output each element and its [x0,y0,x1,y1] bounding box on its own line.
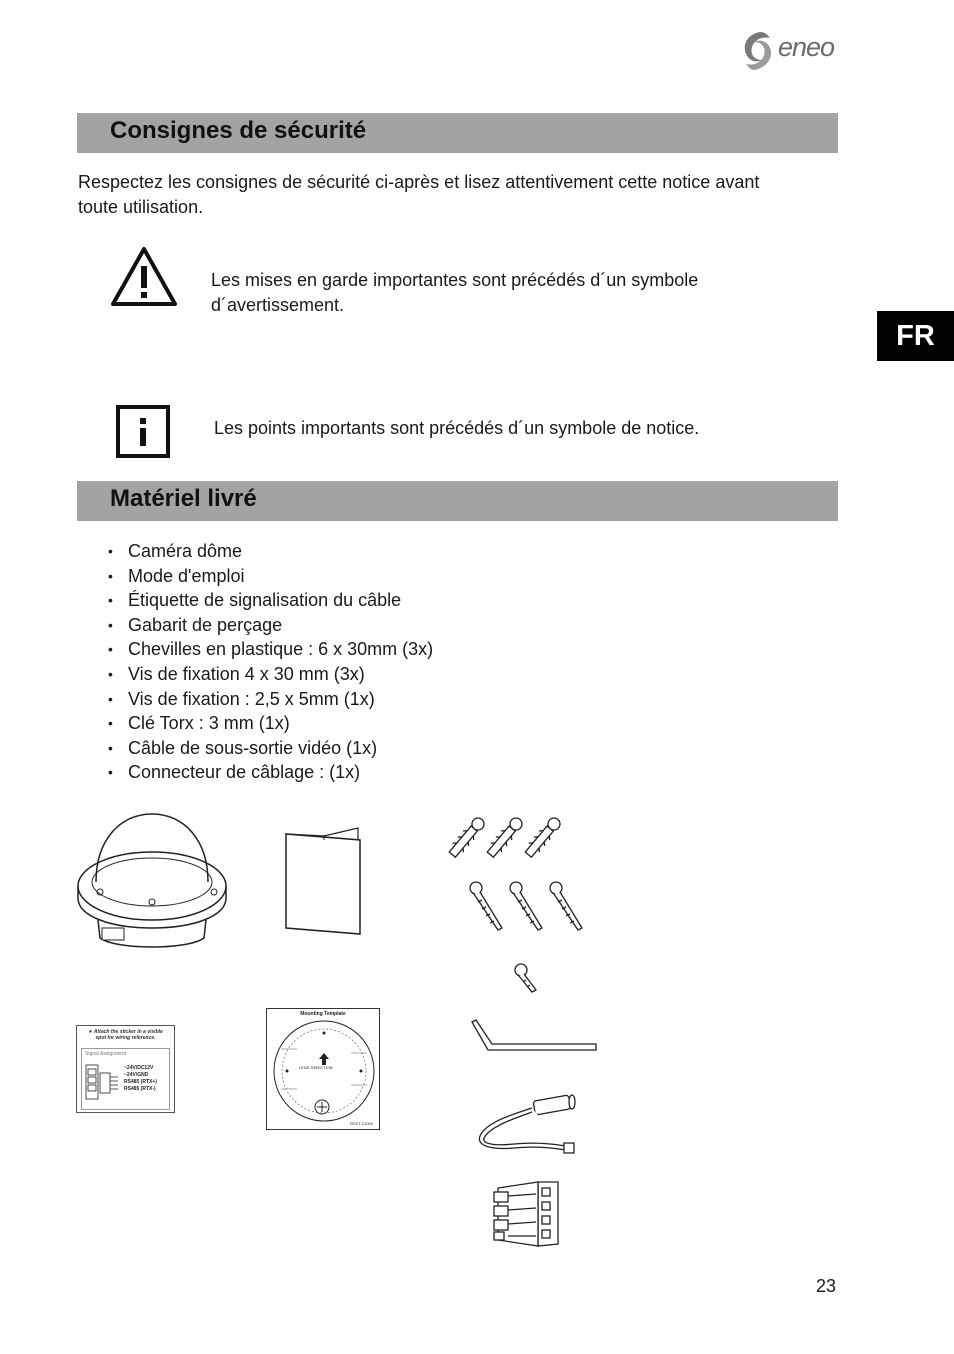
drilling-template-illustration [266,1008,380,1130]
section-header-supplies [77,481,838,521]
safety-intro-line1: Respectez les consignes de sécurité ci-après et lisez attentivement cette notice avant [78,172,760,192]
sticker-pin: ~24V/DC12V [124,1065,154,1071]
cable-sticker-illustration [76,1025,175,1113]
language-tab: FR [877,311,954,361]
list-item: • Chevilles en plastique : 6 x 30mm (3x) [108,637,433,662]
warning-text-line1: Les mises en garde importantes sont précédés d´un symbole [211,270,699,290]
safety-intro-line2: toute utilisation. [78,197,204,217]
info-notice-icon [116,405,170,458]
sticker-attach-line1: ★ Attach the sticker in a visible [88,1029,163,1035]
page-number: 23 [816,1276,837,1296]
section-title-supplies: Matériel livré [110,485,257,512]
warning-text-line2: d´avertissement. [211,295,345,315]
supplies-list [108,539,433,785]
mounting-screws-illustration [468,880,590,934]
list-item: • Mode d'emploi [108,564,433,589]
sticker-pin-list [124,1065,157,1093]
sticker-pin: RS485 (RTX+) [124,1079,157,1085]
logo-wordmark: eneo [778,32,835,62]
list-item: • Câble de sous-sortie vidéo (1x) [108,736,433,761]
sticker-pin: ~24V/GND [124,1072,149,1078]
torx-key-illustration [470,1018,600,1054]
section-header-safety [77,113,838,153]
sticker-signal-title: Signal Assignment [85,1051,127,1057]
wiring-connector-illustration [492,1178,562,1250]
list-item: • Clé Torx : 3 mm (1x) [108,711,433,736]
template-title: Mounting Template [300,1011,346,1017]
list-item: • Étiquette de signalisation du câble [108,588,433,613]
small-screw-illustration [512,962,540,994]
list-item: • Vis de fixation : 2,5 x 5mm (1x) [108,687,433,712]
sticker-signal-box [81,1048,170,1110]
warning-text [211,268,811,318]
template-part-no: RSVT-21002 [350,1121,373,1126]
eneo-logo [740,30,840,72]
section-title-safety: Consignes de sécurité [110,117,367,144]
video-cable-illustration [474,1092,578,1158]
plastic-anchors-illustration [468,814,590,864]
safety-intro [78,170,838,220]
template-lens-direction: LENS DIRECTION [299,1065,333,1070]
dome-camera-illustration [76,810,228,952]
list-item: • Connecteur de câblage : (1x) [108,760,433,785]
sticker-pin: RS485 (RTX-) [124,1086,156,1092]
notice-text: Les points importants sont précédés d´un symbole de notice. [214,418,700,438]
eneo-swirl-icon [740,30,776,72]
warning-triangle-icon [110,246,178,308]
list-item: • Caméra dôme [108,539,433,564]
manual-booklet-illustration [284,826,362,938]
sticker-attach-line2: spot for wiring reference. [95,1035,156,1041]
list-item: • Vis de fixation 4 x 30 mm (3x) [108,662,433,687]
list-item: • Gabarit de perçage [108,613,433,638]
